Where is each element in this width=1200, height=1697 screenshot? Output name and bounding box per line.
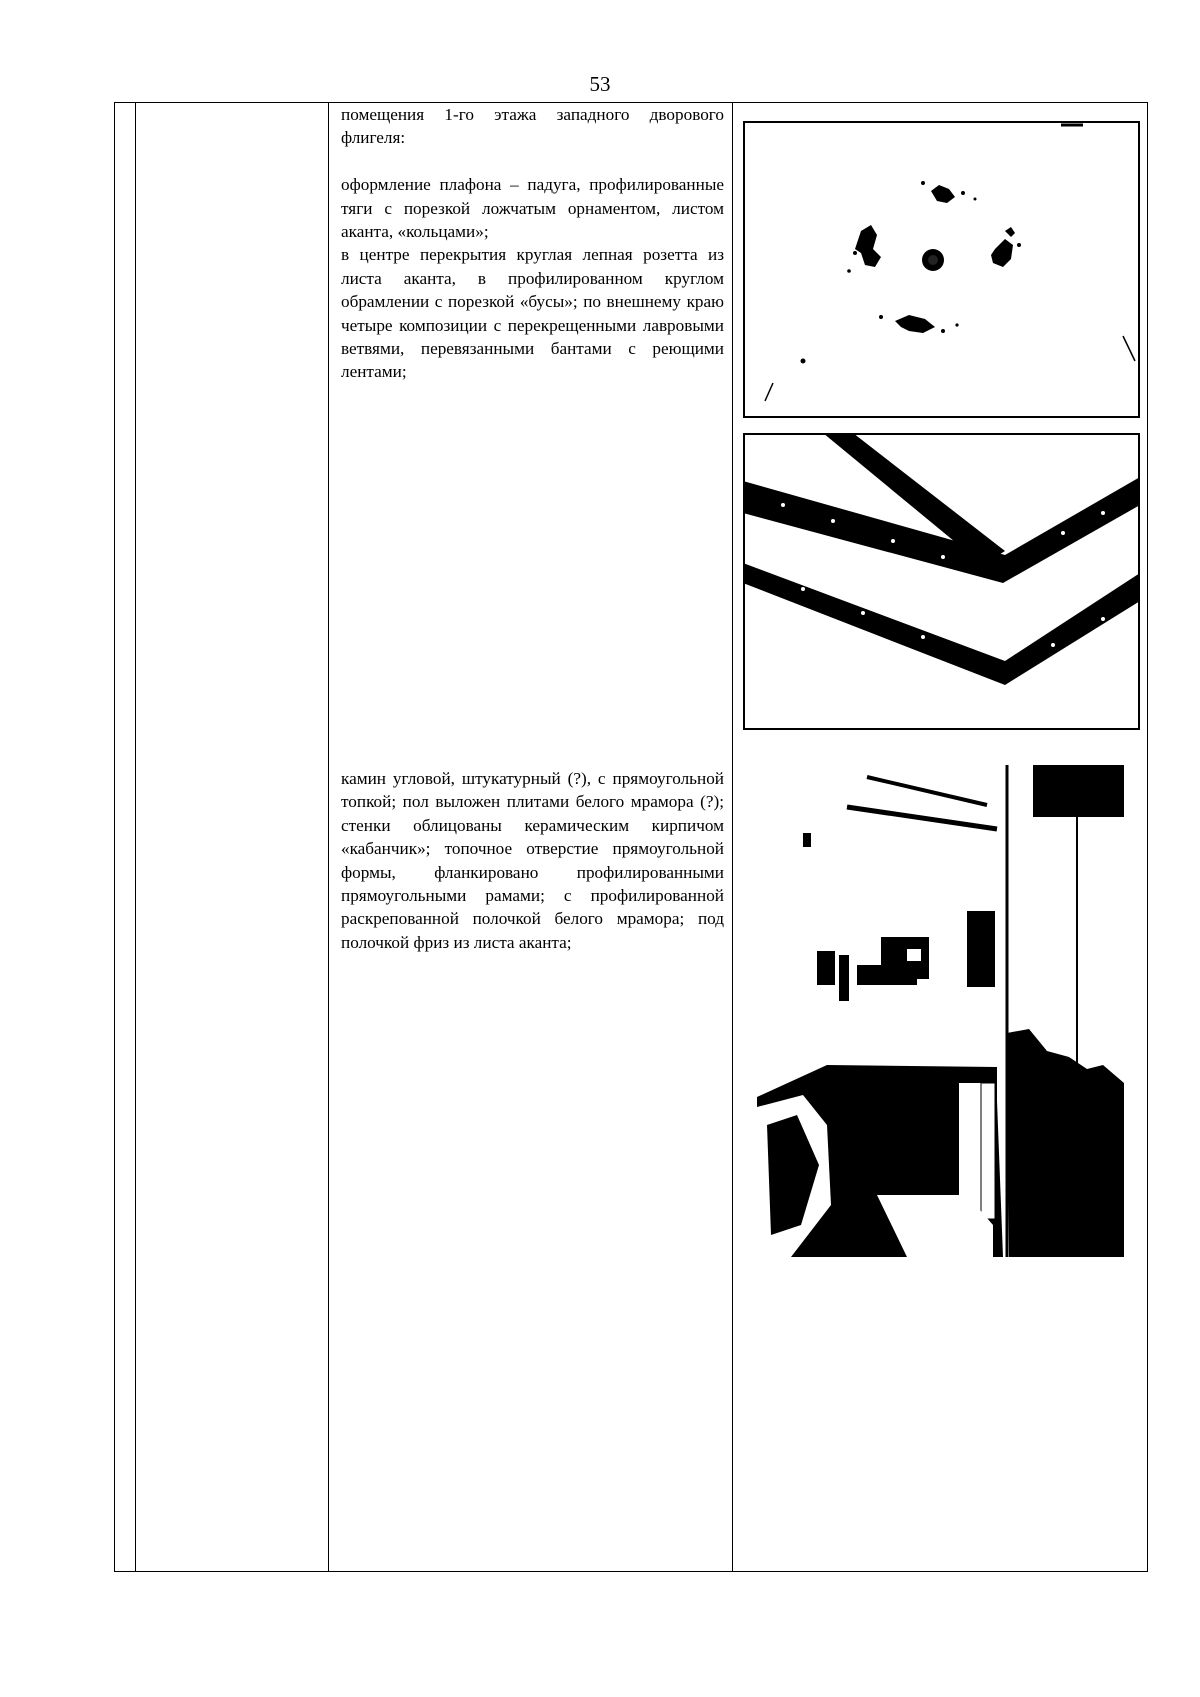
paragraph-gap — [341, 150, 724, 173]
corner-fireplace-image — [757, 765, 1124, 1257]
ceiling-rosette-photo — [743, 121, 1140, 418]
corner-fireplace-photo — [757, 765, 1124, 1257]
entry-line: камин угловой, штукатурный (?), с прямоугольной топкой; пол выложен плитами белого мрамора (?); стенки облицованы керамическим кирпичом «кабанчик»; топочное отверстие прямоугольной формы, фланкировано профилированными прямоугольными рамами; с профилированной раскрепованной полочкой белого мрамора; под полочкой фриз из листа аканта; — [341, 769, 724, 952]
ceiling-cornice-image — [743, 433, 1140, 730]
entry-ceiling-text — [341, 103, 724, 384]
column-divider-2 — [328, 103, 329, 1571]
entry-line: оформление плафона – падуга, профилированные тяги с порезкой ложчатым орнаментом, листом аканта, «кольцами»; — [341, 175, 724, 242]
entry-fireplace-text — [341, 767, 724, 954]
description-table — [114, 102, 1148, 1572]
entry-line: помещения 1-го этажа западного дворового флигеля: — [341, 105, 724, 148]
page-number: 53 — [589, 72, 611, 96]
entry-line: в центре перекрытия круглая лепная розетта из листа аканта, в профилированном круглом обрамлении с порезкой «бусы»; по внешнему краю четыре композиции с перекрещенными лавровыми ветвями, перевязанными бантами с реющими лентами; — [341, 245, 724, 382]
ceiling-rosette-image — [743, 121, 1140, 418]
ceiling-cornice-photo — [743, 433, 1140, 730]
column-divider-3 — [732, 103, 733, 1571]
column-divider-1 — [135, 103, 136, 1571]
